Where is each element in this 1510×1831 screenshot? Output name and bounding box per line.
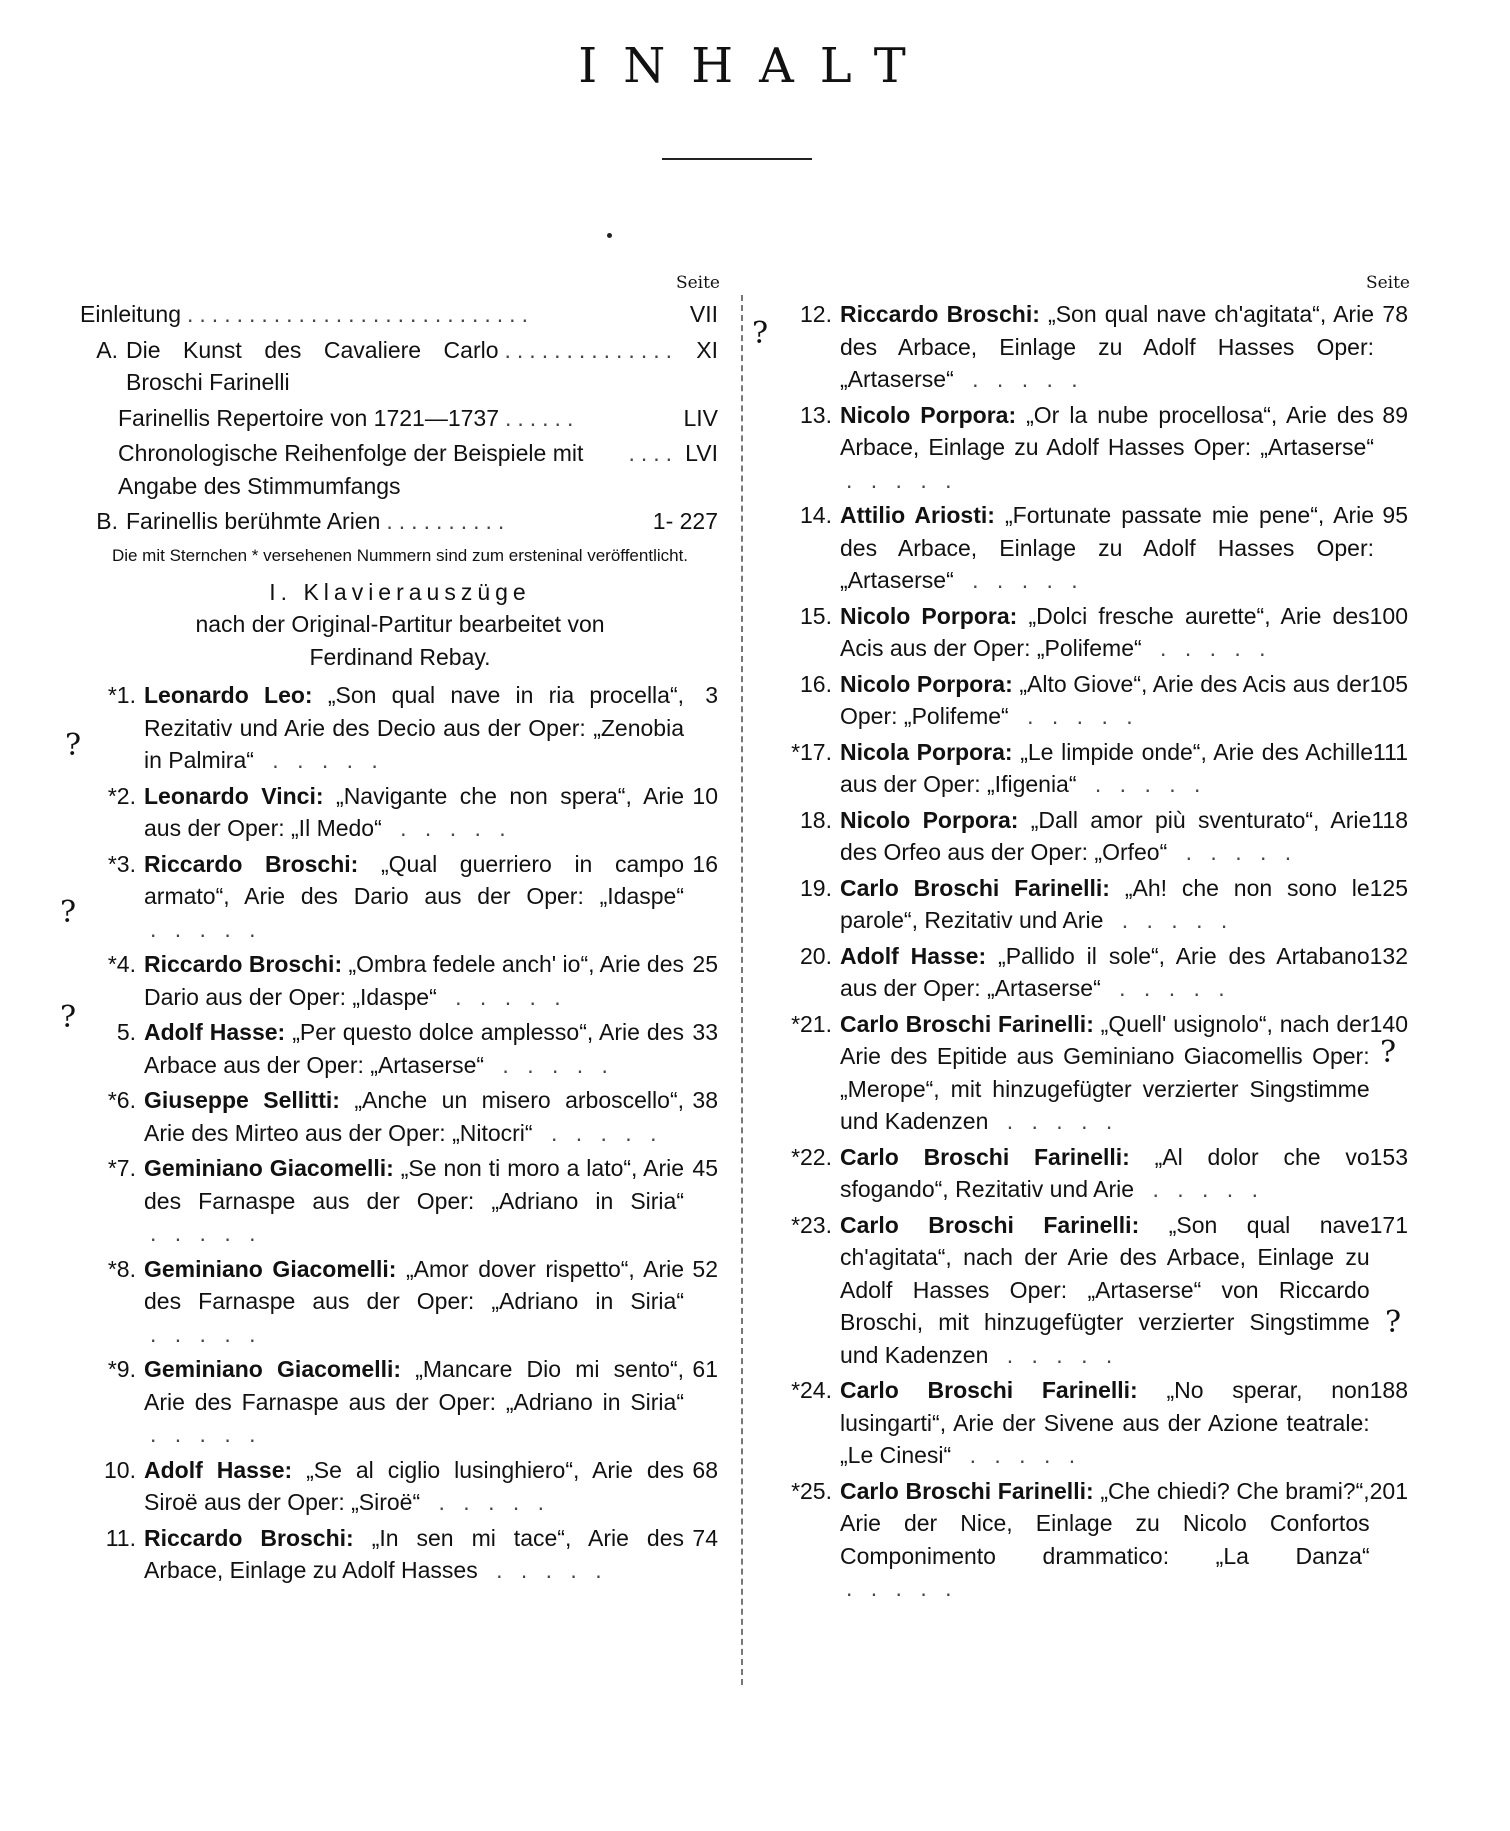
entry-composer: Geminiano Giacomelli: <box>144 1356 402 1382</box>
entry-page: LVI <box>685 440 718 466</box>
entry-page: 153 <box>1369 1143 1408 1170</box>
entry-text-wrap <box>840 1141 1370 1206</box>
entry-page: 16 <box>692 850 718 877</box>
toc-entry[interactable] <box>770 1141 1410 1206</box>
entry-number: *22. <box>791 1143 832 1170</box>
toc-entry[interactable] <box>80 679 720 777</box>
section-subtitle: nach der Original-Partitur bearbeitet von Ferdinand Rebay. <box>195 611 605 670</box>
entry-title: „Mancare Dio mi sento“, Arie des Farnaspe aus der Oper: „Adriano in Siria“ <box>144 1356 684 1415</box>
entry-title: „Dolci fresche aurette“, Arie des Acis aus der Oper: „Polifeme“ <box>840 602 1370 661</box>
entry-title: „Qual guerriero in campo armato“, Arie des Dario aus der Oper: „Idaspe“ <box>144 850 684 909</box>
entry-title: „Pallido il sole“, Arie des Artabano aus der Oper: „Artaserse“ <box>840 942 1370 1001</box>
leader-dots: . . . . . <box>994 1108 1119 1134</box>
entry-number: 20. <box>800 942 832 969</box>
leader-dots: . . . . . <box>1109 907 1234 933</box>
toc-entry[interactable] <box>80 1522 720 1587</box>
toc-entry[interactable] <box>770 1008 1410 1138</box>
entry-number: *4. <box>107 951 136 977</box>
entry-title: „Amor dover rispetto“, Arie des Farnaspe aus der Oper: „Adriano in Siria“ <box>144 1255 685 1314</box>
entry-title: „Or la nube procellosa“, Arie des Arbace, Einlage zu Adolf Hasses Oper: „Artaserse“ <box>840 401 1374 460</box>
entry-text-wrap <box>144 1522 684 1587</box>
entry-title: „Navigante che non spera“, Arie aus der Oper: „Il Medo“ <box>144 782 684 841</box>
entry-composer: Leonardo Vinci: <box>144 782 324 809</box>
front-entry-chronologie[interactable]: Chronologische Reihenfolge der Beispiele mit Angabe des Stimmumfangs .... LVI <box>80 437 720 502</box>
entry-text-wrap <box>840 872 1370 937</box>
entry-text-wrap <box>144 780 684 845</box>
entry-composer: Adolf Hasse: <box>144 1019 286 1045</box>
entry-composer: Riccardo Broschi: <box>144 850 359 877</box>
seite-label-left: Seite <box>675 273 720 293</box>
entry-composer: Geminiano Giacomelli: <box>144 1155 394 1181</box>
entry-number: A. <box>96 336 118 363</box>
entry-text-wrap <box>840 736 1373 801</box>
entry-text: Farinellis Repertoire von 1721—1737 <box>118 404 499 431</box>
entry-title: „Son qual nave ch'agitata“, Arie des Arbace, Einlage zu Adolf Hasses Oper: „Artaserse“ <box>840 301 1374 392</box>
entry-text-wrap <box>840 804 1371 869</box>
entry-text-wrap <box>840 940 1370 1005</box>
entry-page: 188 <box>1369 1377 1408 1403</box>
entry-text-wrap <box>840 399 1374 497</box>
entry-page: XI <box>696 336 718 363</box>
entry-page: 38 <box>692 1087 718 1113</box>
entry-page: 78 <box>1382 301 1408 327</box>
entry-number: *8. <box>107 1255 136 1282</box>
leader-dots: . . . . . <box>259 747 384 773</box>
entry-composer: Giuseppe Sellitti: <box>144 1087 340 1113</box>
entry-title: „Son qual nave ch'agitata“, nach der Arie des Arbace, Einlage zu Adolf Hasses Oper: „Artaserse“ von Riccardo Broschi, mit hinzugefügter verzierter Singstimme und Kadenzen <box>840 1211 1370 1368</box>
entry-number: *2. <box>107 782 136 809</box>
column-divider <box>741 295 743 1685</box>
toc-entry[interactable] <box>770 1374 1410 1472</box>
entry-composer: Adolf Hasse: <box>840 942 987 969</box>
leader-dots: . . . . . <box>483 1557 608 1583</box>
left-entry-list <box>80 679 720 1587</box>
entry-composer: Attilio Ariosti: <box>840 502 995 528</box>
toc-entry[interactable] <box>770 298 1410 396</box>
entry-page: 95 <box>1382 502 1408 528</box>
entry-number: 13. <box>800 401 832 428</box>
toc-entry[interactable] <box>770 940 1410 1005</box>
entry-composer: Nicolo Porpora: <box>840 602 1018 629</box>
leader-dots: . . . . . <box>150 1220 262 1246</box>
entry-title: „Ombra fedele anch' io“, Arie des Dario aus der Oper: „Idaspe“ <box>144 951 684 1010</box>
entry-page: 52 <box>692 1255 718 1282</box>
section-title: I. Klavierauszüge <box>269 578 531 605</box>
entry-number: 19. <box>800 874 832 901</box>
entry-page: 171 <box>1369 1211 1408 1238</box>
entry-page: 140 <box>1369 1010 1408 1037</box>
entry-text-wrap <box>840 1475 1370 1605</box>
entry-title: „Anche un misero arboscello“, Arie des Mirteo aus der Oper: „Nitocri“ <box>144 1087 684 1146</box>
entry-page: 10 <box>692 782 718 809</box>
entry-page: 118 <box>1371 806 1408 833</box>
toc-entry[interactable] <box>770 668 1410 733</box>
entry-number: 5. <box>116 1019 136 1045</box>
entry-number: *1. <box>107 682 136 708</box>
entry-text-wrap <box>840 499 1374 597</box>
toc-entry[interactable] <box>770 499 1410 597</box>
entry-number: *3. <box>107 850 136 877</box>
entry-composer: Riccardo Broschi: <box>144 1524 354 1551</box>
entry-number: 11. <box>105 1524 136 1551</box>
toc-entry[interactable] <box>770 1475 1410 1605</box>
page-title: INHALT <box>578 38 932 94</box>
leader-dots: . . . . . <box>1106 975 1231 1001</box>
entry-composer: Carlo Broschi Farinelli: <box>840 1010 1094 1037</box>
entry-text-wrap <box>840 668 1370 733</box>
entry-composer: Nicolo Porpora: <box>840 670 1013 697</box>
entry-number: B. <box>96 508 118 534</box>
seite-label-right: Seite <box>1365 273 1410 293</box>
leader-dots: . . . . . <box>994 1341 1119 1368</box>
entry-composer: Riccardo Broschi: <box>144 951 343 977</box>
leader-dots: . . . . . <box>1082 771 1207 797</box>
left-column <box>80 272 720 1587</box>
entry-title: „In sen mi tace“, Arie des Arbace, Einlage zu Adolf Hasses <box>144 1524 685 1583</box>
entry-text: Die Kunst des Cavaliere Carlo Broschi Farinelli <box>126 336 499 395</box>
entry-text-wrap <box>144 1454 684 1519</box>
right-column <box>770 272 1410 1605</box>
entry-number: 14. <box>800 502 832 528</box>
entry-text: Einleitung <box>80 301 182 327</box>
entry-page: VII <box>689 301 718 327</box>
right-entry-list <box>770 298 1410 1605</box>
entry-text-wrap <box>144 1084 684 1149</box>
entry-page: 25 <box>692 951 718 977</box>
entry-composer: Leonardo Leo: <box>144 682 313 708</box>
entry-page: 132 <box>1369 942 1408 969</box>
margin-mark: ? <box>60 1000 77 1035</box>
entry-page: 105 <box>1369 670 1408 697</box>
entry-number: *21. <box>791 1010 832 1037</box>
entry-page: 111 <box>1373 738 1408 765</box>
entry-text-wrap <box>840 1008 1370 1138</box>
front-entry-arien[interactable]: B. Farinellis berühmte Arien .......... 1- 227 <box>80 505 720 538</box>
entry-title: „Ah! che non sono le parole“, Rezitativ und Arie <box>840 874 1370 933</box>
entry-page: 1- 227 <box>652 508 718 534</box>
entry-text-wrap <box>144 948 684 1013</box>
toc-entry[interactable] <box>770 399 1410 497</box>
toc-entry[interactable] <box>770 1209 1410 1372</box>
entry-composer: Adolf Hasse: <box>144 1456 293 1483</box>
entry-number: *23. <box>791 1211 832 1238</box>
entry-number: 12. <box>800 301 832 327</box>
entry-composer: Carlo Broschi Farinelli: <box>840 1211 1140 1238</box>
entry-number: *6. <box>107 1087 136 1113</box>
entry-page: 89 <box>1382 401 1408 428</box>
entry-composer: Geminiano Giacomelli: <box>144 1255 397 1282</box>
entry-title: „Quell' usignolo“, nach der Arie des Epitide aus Geminiano Giacomellis Oper: „Merope“, mit hinzugefügter verzierter Singstimme und Kadenzen <box>840 1010 1370 1134</box>
speck <box>607 233 612 238</box>
leader-dots: . . . . . <box>538 1119 663 1146</box>
entry-text-wrap <box>144 848 684 946</box>
leader-dots: . . . . . <box>426 1489 551 1515</box>
entry-page: 201 <box>1369 1477 1408 1504</box>
margin-mark: ? <box>60 895 77 930</box>
toc-entry[interactable] <box>770 600 1410 665</box>
entry-page: 33 <box>692 1019 718 1045</box>
entry-number: *25. <box>791 1477 832 1504</box>
leader-dots: . . . . . <box>1014 703 1139 729</box>
entry-composer: Carlo Broschi Farinelli: <box>840 1377 1138 1403</box>
entry-composer: Nicolo Porpora: <box>840 401 1017 428</box>
entry-composer: Carlo Broschi Farinelli: <box>840 1143 1130 1170</box>
leader-dots: . . . . . <box>150 1320 262 1347</box>
leader-dots: . . . . . <box>1173 839 1298 865</box>
entry-title: „Alto Giove“, Arie des Acis aus der Oper: „Polifeme“ <box>840 670 1370 729</box>
entry-number: *9. <box>107 1356 136 1382</box>
margin-mark: ? <box>752 316 769 351</box>
section-heading <box>80 576 720 674</box>
leader-dots: . . . . . <box>442 983 567 1010</box>
title-rule <box>662 158 812 160</box>
entry-number: 16. <box>800 670 832 697</box>
entry-composer: Nicola Porpora: <box>840 738 1013 765</box>
entry-title: „Per questo dolce amplesso“, Arie des Arbace aus der Oper: „Artaserse“ <box>144 1019 684 1078</box>
entry-text-wrap <box>144 1253 684 1351</box>
entry-text-wrap <box>840 298 1374 396</box>
entry-page: 45 <box>692 1155 718 1181</box>
toc-entry[interactable] <box>80 1016 720 1081</box>
entry-page: 3 <box>705 682 718 708</box>
toc-entry[interactable] <box>770 736 1410 801</box>
leader-dots: . . . . . <box>957 1442 1082 1468</box>
leader-dots: . . . . . <box>150 915 262 942</box>
entry-page: LIV <box>683 404 718 431</box>
entry-text-wrap <box>840 1209 1370 1372</box>
entry-text-wrap <box>840 600 1370 665</box>
entry-number: *7. <box>107 1155 136 1181</box>
entry-number: 10. <box>104 1456 136 1483</box>
entry-number: *24. <box>791 1377 832 1403</box>
entry-title: „Son qual nave in ria procella“, Rezitativ und Arie des Decio aus der Oper: „Zenobia in Palmira“ <box>144 682 685 773</box>
entry-title: „Se non ti moro a lato“, Arie des Farnaspe aus der Oper: „Adriano in Siria“ <box>144 1155 685 1214</box>
leader-dots: . . . . . <box>490 1051 614 1078</box>
entry-number: 15. <box>800 602 832 629</box>
entry-page: 100 <box>1369 602 1408 629</box>
leader-dots: . . . . . <box>846 466 958 493</box>
leader-dots: . . . . . <box>959 366 1084 392</box>
front-entry-repertoire[interactable]: Farinellis Repertoire von 1721—1737 ...... LIV <box>80 402 720 435</box>
entry-page: 125 <box>1369 874 1408 901</box>
margin-mark: ? <box>1380 1035 1397 1070</box>
entry-text-wrap <box>144 1016 684 1081</box>
entry-text-wrap <box>144 1152 684 1250</box>
entry-title: „Fortunate passate mie pene“, Arie des Arbace, Einlage zu Adolf Hasses Oper: „Artaserse“ <box>840 502 1375 593</box>
entry-number: 18. <box>800 806 832 833</box>
entry-title: „Al dolor che vo sfogando“, Rezitativ und Arie <box>840 1143 1370 1202</box>
entry-page: 61 <box>692 1356 718 1382</box>
entry-text-wrap <box>144 679 684 777</box>
margin-mark: ? <box>65 728 82 763</box>
entry-page: 74 <box>692 1524 718 1551</box>
toc-entry[interactable] <box>80 948 720 1013</box>
entry-composer: Riccardo Broschi: <box>840 301 1040 327</box>
entry-title: „No sperar, non lusingarti“, Arie der Sivene aus der Azione teatrale: „Le Cinesi“ <box>840 1377 1370 1468</box>
entry-text-wrap <box>144 1353 684 1451</box>
leader-dots: . . . . . <box>846 1575 958 1601</box>
entry-title: „Se al ciglio lusinghiero“, Arie des Siroë aus der Oper: „Siroë“ <box>144 1456 685 1515</box>
toc-entry[interactable] <box>770 804 1410 869</box>
entry-text-wrap <box>840 1374 1370 1472</box>
entry-composer: Nicolo Porpora: <box>840 806 1019 833</box>
leader-dots: . . . . . <box>150 1421 262 1447</box>
toc-entry[interactable] <box>80 1253 720 1351</box>
leader-dots: . . . . . <box>387 815 512 841</box>
entry-composer: Carlo Broschi Farinelli: <box>840 874 1110 901</box>
front-entry-kunst[interactable]: A. Die Kunst des Cavaliere Carlo Broschi Farinelli .............. XI <box>80 334 720 399</box>
leader-dots: . . . . . <box>1140 1176 1264 1202</box>
entry-text: Chronologische Reihenfolge der Beispiele mit Angabe des Stimmumfangs <box>118 440 584 499</box>
toc-entry[interactable] <box>80 1353 720 1451</box>
front-entry-einleitung[interactable]: Einleitung ............................ VII <box>80 298 720 331</box>
toc-entry[interactable] <box>80 1152 720 1250</box>
entry-number: *17. <box>791 738 832 765</box>
toc-entry[interactable] <box>80 780 720 845</box>
entry-title: „Le limpide onde“, Arie des Achille aus der Oper: „Ifigenia“ <box>840 738 1374 797</box>
toc-entry[interactable] <box>80 1454 720 1519</box>
entry-page: 68 <box>692 1456 718 1483</box>
entry-text: Farinellis berühmte Arien <box>126 508 381 534</box>
entry-title: „Che chiedi? Che brami?“, Arie der Nice, Einlage zu Nicolo Confortos Componimento drammatico: „La Danza“ <box>840 1477 1370 1569</box>
entry-title: „Dall amor più sventurato“, Arie des Orfeo aus der Oper: „Orfeo“ <box>840 806 1372 865</box>
entry-composer: Carlo Broschi Farinelli: <box>840 1477 1094 1504</box>
toc-entry[interactable] <box>80 848 720 946</box>
toc-entry[interactable] <box>770 872 1410 937</box>
toc-entry[interactable] <box>80 1084 720 1149</box>
margin-mark: ? <box>1385 1305 1402 1340</box>
leader-dots: . . . . . <box>959 567 1084 593</box>
footnote-asterisk: Die mit Sternchen * versehenen Nummern sind zum ersteninal veröffentlicht. <box>111 545 689 565</box>
leader-dots: . . . . . <box>1147 635 1272 661</box>
